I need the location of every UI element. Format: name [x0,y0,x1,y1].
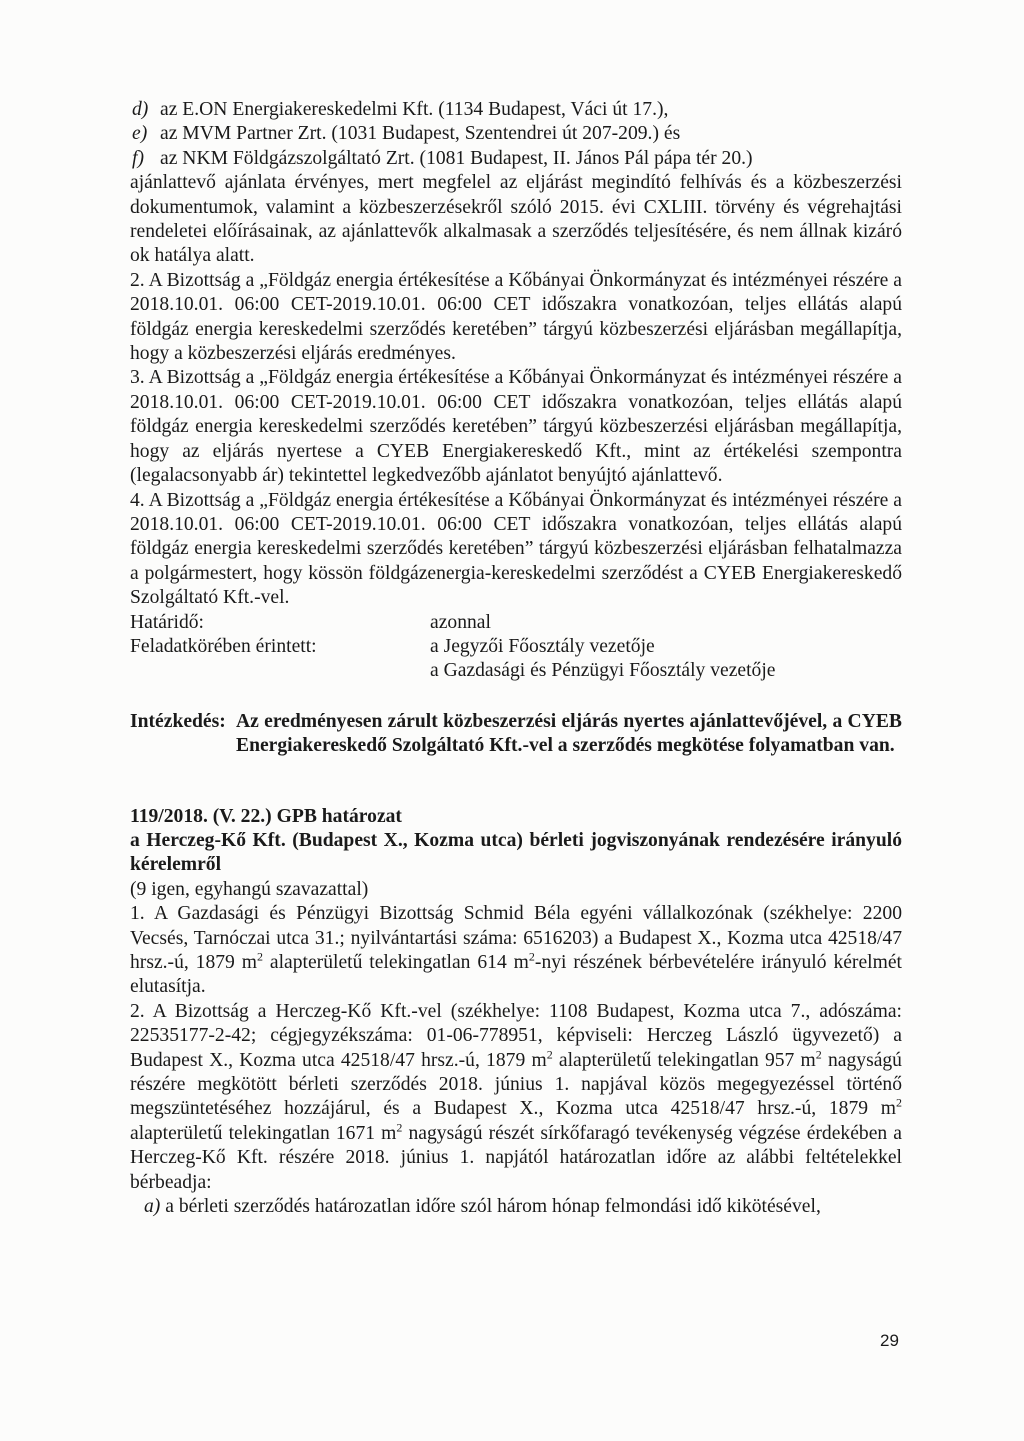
list-item-e [130,122,902,146]
list-marker: e) [132,123,148,145]
action-label: Intézkedés: [130,710,226,732]
resolution-vote: (9 igen, egyhangú szavazattal) [130,878,369,900]
resolution-paragraph-2: 2. A Bizottság a Herczeg-Kő Kft.-vel (székhelye: 1108 Budapest, Kozma utca 7., adószáma: 22535177-2-42; cégjegyzékszáma: 01-06-778951, képviseli: Herczeg László ügyvezető) a Budapest X., Kozma utca 42518/47 hrsz.-ú, 1879 $m^2$ alapterületű telekingatlan 957 $m^2$ nagyságú részére megkötött bérleti szerződés 2018. június 1. napjával közös megegyezéssel történő megszüntetéséhez hozzájárul, és a Budapest X., Kozma utca 42518/47 hrsz.-ú, 1879 $m^2$ alapterületű telekingatlan 1671 $m^2$ nagyságú részét sírkőfaragó tevékenység végzése érdekében a Herczeg-Kő Kft. részére 2018. június 1. napjától határozatlan időre az alábbi feltételekkel bérbeadja: [130,1000,902,1193]
resolution-heading [130,805,902,829]
deadline-value: azonnal [430,611,491,633]
paragraph-point-3: 3. A Bizottság a „Földgáz energia értékesítése a Kőbányai Önkormányzat és intézményei részére a 2018.10.01. 06:00 CET-2019.10.01. 06:00 CET időszakra vonatkozóan, teljes ellátás alapú földgáz energia kereskedelmi szerződés keretében” tárgyú közbeszerzési eljárásban megállapítja, hogy az eljárás nyertese a CYEB Energiakereskedő Kft., mint az értékelési szempontra (legalacsonyabb ár) tekintettel legkedvezőbb ajánlatot benyújtó ajánlattevő. [130,367,902,487]
list-marker: f) [132,147,144,169]
list-marker: d) [132,99,149,120]
sub-item-text: a bérleti szerződés határozatlan időre szól három hónap felmondási idő kikötésével, [165,1196,821,1218]
resolution-body: GPB határozat [276,805,402,827]
responsible-label: Feladatkörében érintett: [130,635,317,657]
responsible-value [430,635,902,684]
responsible-row [130,635,902,684]
paragraph-point-2: 2. A Bizottság a „Földgáz energia értékesítése a Kőbányai Önkormányzat és intézményei részére a 2018.10.01. 06:00 CET-2019.10.01. 06:00 CET időszakra vonatkozóan, teljes ellátás alapú földgáz energia kereskedelmi szerződés keretében” tárgyú közbeszerzési eljárásban megállapítja, hogy a közbeszerzési eljárás eredményes. [130,269,902,365]
deadline-label: Határidő: [130,611,204,633]
paragraph-validity: ajánlattevő ajánlata érvényes, mert megfelel az eljárást megindító felhívás és a közbeszerzési dokumentumok, valamint a közbeszerzésekről szóló 2015. évi CXLIII. törvény és végrehajtási rendeletei előírásainak, az ajánlattevők alkalmasak a szerződés teljesítésére, és nem állnak kizáró ok hatálya alatt. [130,172,902,267]
sub-item-marker: a) [144,1196,161,1218]
paragraph-point-4: 4. A Bizottság a „Földgáz energia értékesítése a Kőbányai Önkormányzat és intézményei részére a 2018.10.01. 06:00 CET-2019.10.01. 06:00 CET időszakra vonatkozóan, teljes ellátás alapú földgáz energia kereskedelmi szerződés keretében” tárgyú közbeszerzési eljárásban felhatalmazza a polgármestert, hogy kössön földgázenergia-kereskedelmi szerződést a CYEB Energiakereskedő Szolgáltató Kft.-vel. [130,489,902,609]
list-item-d [130,98,902,122]
responsible-2: a Gazdasági és Pénzügyi Főosztály vezetője [430,660,776,682]
deadline-row [130,611,902,635]
list-text: az NKM Földgázszolgáltató Zrt. (1081 Budapest, II. János Pál pápa tér 20.) [160,147,753,169]
resolution-number: 119/2018. (V. 22.) [130,805,272,827]
list-text: az E.ON Energiakereskedelmi Kft. (1134 Budapest, Váci út 17.), [160,99,669,120]
action-block [130,710,902,759]
resolution-title: a Herczeg-Kő Kft. (Budapest X., Kozma utca) bérleti jogviszonyának rendezésére irányuló kérelemről [130,829,902,876]
resolution-paragraph-1: 1. A Gazdasági és Pénzügyi Bizottság Schmid Béla egyéni vállalkozónak (székhelye: 2200 Vecsés, Tarnóczai utca 31.; nyilvántartási száma: 6516203) a Budapest X., Kozma utca 42518/47 hrsz.-ú, 1879 $m^2$ alapterületű telekingatlan 614 $m^2$-nyi részének bérbevételére irányuló kérelmét elutasítja. [130,903,902,998]
action-text: Az eredményesen zárult közbeszerzési eljárás nyertes ajánlattevőjével, a CYEB Energiakereskedő Szolgáltató Kft.-vel a szerződés megkötése folyamatban van. [236,710,902,757]
page-number: 29 [880,1331,899,1350]
document-page [130,98,902,1219]
list-text: az MVM Partner Zrt. (1031 Budapest, Szentendrei út 207-209.) és [160,123,681,145]
sub-item-a [130,1195,902,1219]
responsible-1: a Jegyzői Főosztály vezetője [430,635,655,657]
list-item-f [130,147,902,171]
